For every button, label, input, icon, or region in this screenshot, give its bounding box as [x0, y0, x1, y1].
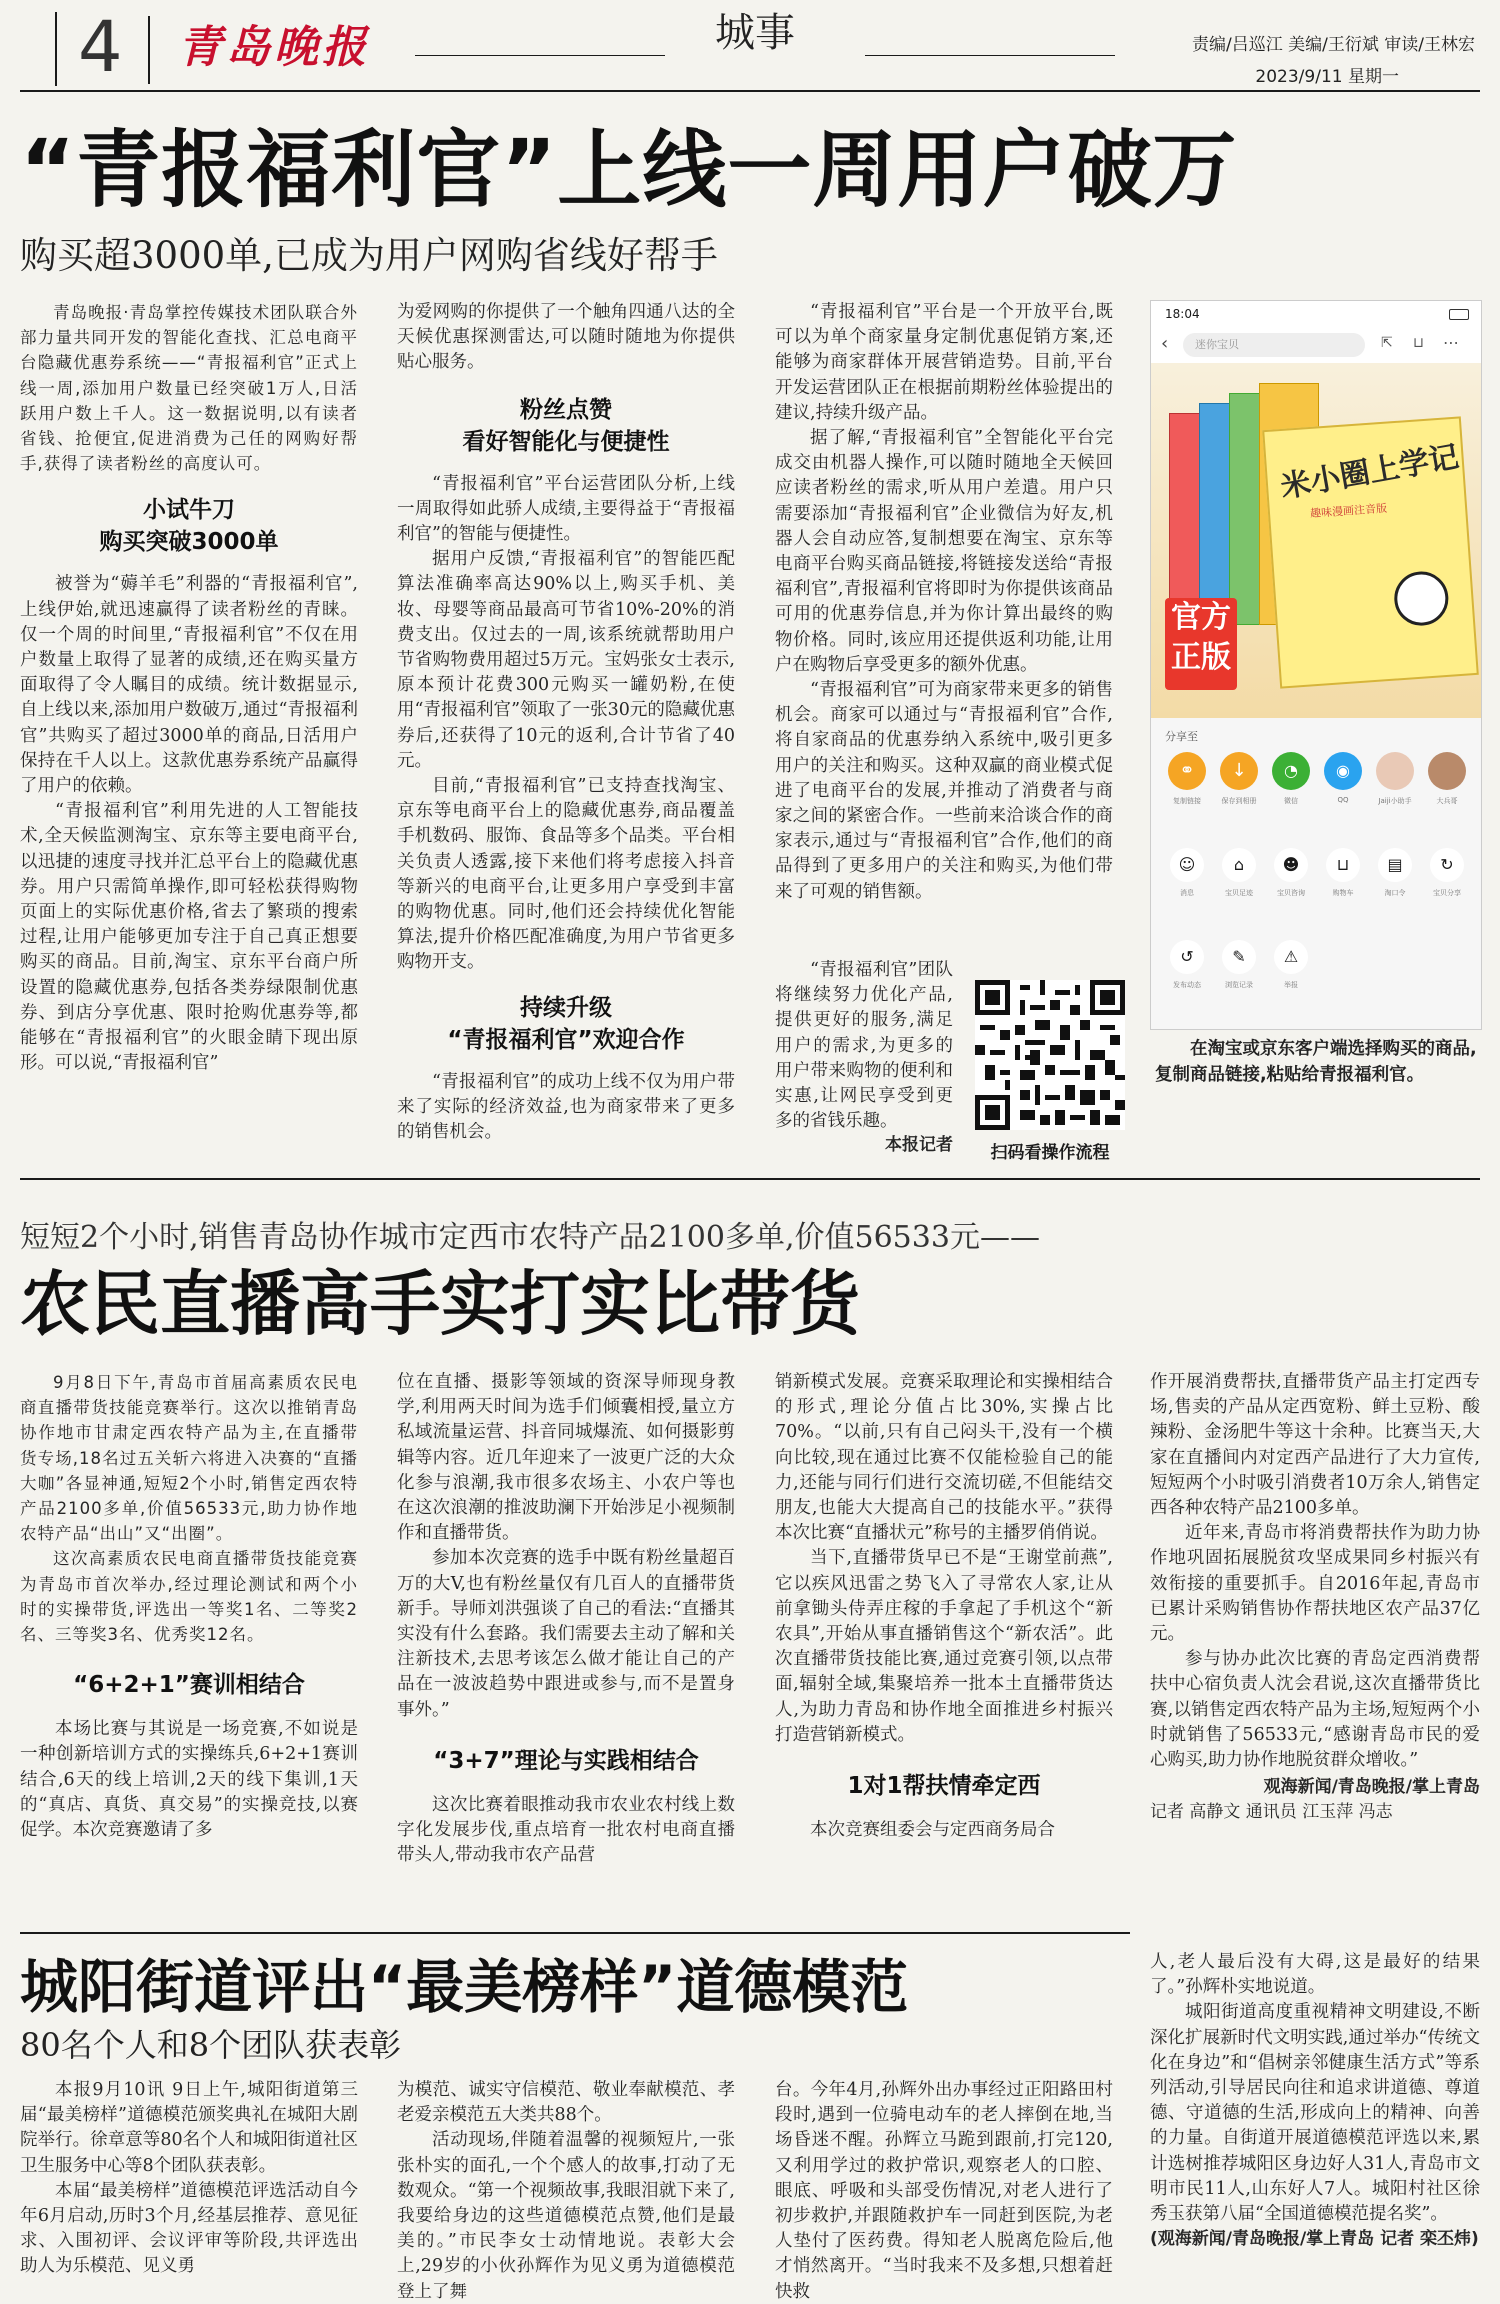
article1-para9: 据了解,“青报福利官”全智能化平台完成交由机器人操作,可以随时随地全天候回应读者粉丝的需求,听从用户差遣。用户只需要添加“青报福利官”企业微信为好友,机器人会自动应答,复制想要在淘宝、京东等电商平台购买商品链接,将链接发送给“青报福利官”,青报福利官将即时为你提供该商品可用的优惠券信息,并为你计算出最终的购物价格。同时,该应用还提供返利功能,让用户在购物后享受更多的额外优惠。	[775, 428, 1113, 675]
share-label: 大兵哥	[1436, 797, 1458, 805]
header-editors: 责编/吕巡江 美编/王衍斌 审读/王林宏	[1192, 35, 1475, 55]
article3-col3	[775, 2078, 1113, 2300]
article1-col1	[20, 300, 358, 1160]
header-rule-right	[865, 55, 1115, 56]
article1-subhead1a: 小试牛刀	[143, 497, 235, 524]
article2-para3: 本场比赛与其说是一场竞赛,不如说是一种创新培训方式的实操练兵,6+2+1赛训结合,6天的线上培训,2天的线下集训,1天的“真店、真货、真交易”的实操竞技,以赛促学。本次竞赛邀请了多	[20, 1719, 358, 1841]
edit-icon: ✎	[1222, 940, 1256, 974]
article2-col3	[775, 1370, 1113, 1910]
share-row-3	[1159, 940, 1479, 1010]
article1-byline: 本报记者	[885, 1134, 953, 1155]
article1-para7: “青报福利官”的成功上线不仅为用户带来了实际的经济效益,也为商家带来了更多的销售机会。	[397, 1071, 735, 1143]
article1-para4: “青报福利官”平台运营团队分析,上线一周取得如此骄人成绩,主要得益于“青报福利官”的智能与便捷性。	[397, 473, 735, 545]
article3-subheadline: 80名个人和8个团队获表彰	[20, 2026, 402, 2064]
share-sheet	[1151, 718, 1481, 1030]
article3-para1-text: 本报9月10讯 9日上午,城阳街道第三届“最美榜样”道德模范颁奖典礼在城阳大剧院举行。徐章意等80名个人和城阳街道社区卫生服务中心等8个团队获表彰。	[20, 2080, 358, 2176]
phone-search-text: 迷你宝贝	[1195, 338, 1239, 351]
header-rule-left	[415, 55, 665, 56]
avatar	[1428, 752, 1466, 790]
action-report[interactable]	[1269, 940, 1313, 990]
phone-search-box[interactable]	[1183, 333, 1365, 357]
document-icon: ▤	[1378, 848, 1412, 882]
article2-col1	[20, 1370, 358, 1910]
phone-time: 18:04	[1165, 307, 1200, 321]
article1-para2: “青报福利官”利用先进的人工智能技术,全天候监测淘宝、京东等主要电商平台,以迅捷的速度寻找并汇总平台上的隐藏优惠券。用户只需简单操作,即可轻松获得购物页面上的实际优惠价格,省去了繁琐的搜索过程,让用户能够更加专注于自己真正想要购买的商品。目前,淘宝、京东平台商户所设置的隐藏优惠券,包括各类券绿限制优惠券、到店分享优惠、限时抢购优惠券等,都能够在“青报福利官”的火眼金睛下现出原形。可以说,“青报福利官”	[20, 801, 358, 1074]
chat-icon: ☺	[1170, 848, 1204, 882]
article1-subhead1b: 购买突破3000单	[99, 529, 279, 556]
article1-para11: “青报福利官”团队将继续努力优化产品,提供更好的服务,满足用户的需求,为更多的用户带来购物的便利和实惠,让网民享受到更多的省钱乐趣。	[775, 960, 953, 1132]
action-share[interactable]	[1425, 848, 1469, 898]
share-copy-link[interactable]	[1165, 752, 1209, 806]
qr-code-graphic	[975, 980, 1125, 1130]
article2-col2	[397, 1370, 735, 1910]
article1-para3: 为爱网购的你提供了一个触角四通八达的全天候优惠探测雷达,可以随时随地为你提供贴心服务。	[397, 302, 735, 373]
action-post[interactable]	[1165, 940, 1209, 990]
article3-para5: 台。今年4月,孙辉外出办事经过正阳路田村段时,遇到一位骑电动车的老人摔倒在地,当场昏迷不醒。孙辉立马跪到跟前,打完120,又利用学过的救护常识,观察老人的口腔、眼底、呼吸和头部受伤情况,对老人进行了初步救护,并跟随救护车一同赶到医院,为老人垫付了医药费。得知老人脱离危险后,他才悄然离开。“当时我来不及多想,只想着赶快救	[775, 2080, 1113, 2300]
article1-lead: 青岛晚报·青岛掌控传媒技术团队联合外部力量共同开发的智能化查找、汇总电商平台隐藏优惠券系统——“青报福利官”正式上线一周,添加用户数量已经突破1万人,日活跃用户数上千人。这一数据说明,以有读者省钱、抢便宜,促进消费为己任的网购好帮手,获得了读者粉丝的高度认可。	[20, 303, 358, 474]
article2-subhead3: 1对1帮扶情牵定西	[847, 1773, 1041, 1800]
action-label: 淘口令	[1384, 889, 1406, 897]
article2-subhead1: “6+2+1”赛训相结合	[73, 1672, 305, 1699]
book-subtitle: 趣味漫画注音版	[1309, 501, 1388, 521]
article1-subheadline: 购买超3000单,已成为用户网购省线好帮手	[20, 234, 718, 277]
article2-para1: 9月8日下午,青岛市首届高素质农民电商直播带货技能竞赛举行。这次以推销青岛协作地市甘肃定西农特产品为主,在直播带货专场,18名过五关斩六将进入决赛的“直播大咖”各显神通,短短2个小时,销售定西农特产品2100多单,价值56533元,助力协作地农特产品“出山”又“出圈”。	[20, 1373, 358, 1544]
article2-col4	[1150, 1370, 1480, 1910]
action-label: 举报	[1284, 981, 1298, 989]
article2-para10: 作开展消费帮扶,直播带货产品主打定西专场,售卖的产品从定西宽粉、鲜土豆粉、酸辣粉、金汤肥牛等这十余种。比赛当天,大家在直播间内对定西产品进行了大力宣传,短短两个小时吸引消费者10万余人,销售定西各种农特产品2100多单。	[1150, 1372, 1480, 1519]
share-label: 复制链接	[1173, 797, 1201, 805]
article2-credit1: 观海新闻/青岛晚报/掌上青岛	[1263, 1777, 1480, 1798]
article3-para2: 本届“最美榜样”道德模范评选活动自今年6月启动,历时3个月,经基层推荐、意见征求、入围初评、会议评审等阶段,共评选出助人为乐模范、见义勇	[20, 2180, 358, 2277]
article3-headline: 城阳街道评出“最美榜样”道德模范	[20, 1953, 909, 2021]
soccer-ball-icon	[1393, 570, 1451, 628]
article2-para8: 当下,直播带货早已不是“王谢堂前燕”,它以疾风迅雷之势飞入了寻常农人家,让从前拿锄头侍弄庄稼的手拿起了手机这个“新农具”,开始从事直播销售这个“新农活”。此次直播带货技能比赛,通过竞赛引领,以点带面,辐射全域,集聚培养一批本土直播带货达人,为助力青岛和协作地全面推进乡村振兴打造营销新模式。	[775, 1548, 1113, 1745]
header-bottom-rule	[20, 90, 1480, 92]
share-sheet-title: 分享至	[1165, 730, 1198, 743]
article2-para9: 本次竞赛组委会与定西商务局合	[810, 1820, 1055, 1841]
share-icon[interactable]: ⇱	[1381, 335, 1393, 351]
article2-para11: 近年来,青岛市将消费帮扶作为助力协作地巩固拓展脱贫攻坚成果同乡村振兴有效衔接的重要抓手。自2016年起,青岛市已累计采购销售协作帮扶地区农产品37亿元。	[1150, 1523, 1480, 1645]
qr-code[interactable]	[975, 980, 1125, 1130]
article1-subhead2a: 粉丝点赞	[520, 396, 612, 423]
article1-subhead3b: “青报福利官”欢迎合作	[447, 1026, 685, 1053]
home-icon: ⌂	[1222, 848, 1256, 882]
link-icon: ⚭	[1168, 752, 1206, 790]
badge-line1: 官方	[1171, 600, 1231, 635]
article1-col3-bottom	[775, 958, 953, 1160]
wechat-icon: ◔	[1272, 752, 1310, 790]
phone-screenshot	[1150, 300, 1482, 1030]
article2-para2: 这次高素质农民电商直播带货技能竞赛为青岛市首次举办,经过理论测试和两个小时的实操带货,评选出一等奖1名、二等奖2名、三等奖3名、优秀奖12名。	[20, 1549, 358, 1645]
article2-para5: 参加本次竞赛的选手中既有粉丝量超百万的大V,也有粉丝量仅有几百人的直播带货新手。导师刘洪强谈了自己的看法:“直播其实没有什么套路。我们需要去主动了解和关注新技术,去思考该怎么做才能让自己的产品在一波波趋势中跟进或参与,而不是置身事外。”	[397, 1548, 735, 1720]
avatar	[1376, 752, 1414, 790]
section-name: 城事	[715, 10, 795, 56]
action-label: 宝贝足迹	[1225, 889, 1253, 897]
back-arrow-icon[interactable]: ‹	[1161, 333, 1169, 354]
cart-icon[interactable]: ⊔	[1413, 335, 1424, 351]
article1-subhead3a: 持续升级	[520, 994, 612, 1021]
smile-icon: ☻	[1274, 848, 1308, 882]
share-contact-2[interactable]	[1425, 752, 1469, 806]
article3-para1	[20, 2078, 358, 2179]
article2-kicker: 短短2个小时,销售青岛协作城市定西市农特产品2100多单,价值56533元——	[20, 1220, 1040, 1255]
official-badge	[1165, 598, 1237, 690]
book-cover	[1262, 416, 1479, 688]
phone-status-bar	[1151, 301, 1481, 329]
header-left-rule	[55, 12, 57, 86]
action-cart[interactable]	[1321, 848, 1365, 898]
article2-para12: 参与协办此次比赛的青岛定西消费帮扶中心宿负责人沈会君说,这次直播带货比赛,以销售定西农特产品为主场,短短两个小时就销售了56533元,“感谢青岛市民的爱心购买,助力协作地脱贫群众增收。”	[1150, 1649, 1480, 1771]
qr-caption: 扫码看操作流程	[990, 1143, 1110, 1163]
article3-col2	[397, 2078, 735, 2300]
phone-search-row	[1151, 329, 1481, 363]
article2-credit2: 记者 高静文 通讯员 江玉萍 冯志	[1150, 1802, 1393, 1823]
article2-subhead2: “3+7”理论与实践相结合	[433, 1747, 699, 1774]
share-contact-1[interactable]	[1373, 752, 1417, 806]
article3-col1	[20, 2078, 358, 2300]
action-footprint[interactable]	[1217, 848, 1261, 898]
article2-para4: 位在直播、摄影等领域的资深导师现身教学,利用两天时间为选手们倾囊相授,量立方私域流量运营、抖音同城爆流、如何摄影剪辑等内容。近几年迎来了一波更广泛的大众化参与浪潮,我市很多农场主、小农户等也在这次浪潮的推波助澜下开始涉足小视频制作和直播带货。	[397, 1372, 735, 1544]
action-label: 发布动态	[1173, 981, 1201, 989]
article1-subhead2b: 看好智能化与便捷性	[462, 428, 670, 455]
share-row-2	[1159, 848, 1479, 918]
article3-para4: 活动现场,伴随着温馨的视频短片,一张张朴实的面孔,一个个感人的故事,打动了无数观众。“第一个视频故事,我眼泪就下来了,我要给身边的这些道德模范点赞,他们是最美的。”市民李女士动情地说。表彰大会上,29岁的小伙孙辉作为见义勇为道德模范登上了舞	[397, 2130, 735, 2300]
article1-para10: “青报福利官”可为商家带来更多的销售机会。商家可以通过与“青报福利官”合作,将自家商品的优惠券纳入系统中,吸引更多用户的关注和购买。这种双赢的商业模式促进了电商平台的发展,并推动了消费者与商家之间的紧密合作。一些前来洽谈合作的商家表示,通过与“青报福利官”合作,他们的商品得到了更多用户的关注和购买,为他们带来了可观的销售额。	[775, 680, 1113, 902]
article1-col3	[775, 300, 1113, 958]
share-label: Jaiji小助手	[1378, 797, 1412, 805]
badge-line2: 正版	[1171, 640, 1231, 675]
article3-para3: 为模范、诚实守信模范、敬业奉献模范、孝老爱亲模范五大类共88个。	[397, 2080, 735, 2126]
qq-icon: ◉	[1324, 752, 1362, 790]
book-title: 米小圈上学记	[1278, 439, 1462, 506]
product-image	[1151, 363, 1481, 718]
battery-icon	[1449, 309, 1469, 320]
article2-para6: 这次比赛着眼推动我市农业农村线上数字化发展步伐,重点培育一批农村电商直播带头人,带动我市农产品营	[397, 1794, 735, 1866]
share-qq[interactable]	[1321, 752, 1365, 804]
download-icon: ↓	[1220, 752, 1258, 790]
article3-para7: 城阳街道高度重视精神文明建设,不断深化扩展新时代文明实践,通过举办“传统文化在身边”和“倡树亲邻健康生活方式”等系列活动,引导居民向往和追求讲道德、尊道德、守道德的生活,形成向上的精神、向善的力量。自街道开展道德模范评选以来,累计选树推荐城阳区身边好人31人,青岛市文明市民11人,山东好人7人。城阳村社区徐秀玉获第八届“全国道德模范提名奖”。	[1150, 2002, 1480, 2225]
article2-para7: 销新模式发展。竞赛采取理论和实操相结合的形式,理论分值占比30%,实操占比70%。“以前,只有自己闷头干,没有一个横向比较,现在通过比赛不仅能检验自己的能力,还能与同行们进行交流切磋,不但能结交朋友,也能大大提高自己的技能水平。”获得本次比赛“直播状元”称号的主播罗俏俏说。	[775, 1372, 1113, 1544]
screenshot-caption: 在淘宝或京东客户端选择购买的商品,复制商品链接,粘贴给青报福利官。	[1155, 1039, 1477, 1085]
share-label: 保存到相册	[1221, 797, 1257, 805]
action-label: 消息	[1180, 889, 1194, 897]
newspaper-logo: 青岛晚报	[178, 22, 370, 73]
refresh-icon: ↺	[1170, 940, 1204, 974]
article3-credit: (观海新闻/青岛晚报/掌上青岛 记者 栾丕炜)	[1150, 2229, 1479, 2250]
share-row-1	[1159, 752, 1479, 822]
article2-bottom-rule	[20, 1932, 1130, 1934]
action-consult[interactable]	[1269, 848, 1313, 898]
action-label: 购物车	[1332, 889, 1354, 897]
article1-col2	[397, 300, 735, 1160]
article1-para5: 据用户反馈,“青报福利官”的智能匹配算法准确率高达90%以上,购买手机、美妆、母婴等商品最高可节省10%-20%的消费支出。仅过去的一周,该系统就帮助用户节省购物费用超过5万元。宝妈张女士表示,原本预计花费300元购买一罐奶粉,在使用“青报福利官”领取了一张30元的隐藏优惠券后,还获得了10元的返利,合计节省了40元。	[397, 549, 735, 771]
article3-para6: 人,老人最后没有大碍,这是最好的结果了。”孙辉朴实地说道。	[1150, 1952, 1480, 1998]
share-wechat[interactable]	[1269, 752, 1313, 806]
cart-icon: ⊔	[1326, 848, 1360, 882]
article2-headline: 农民直播高手实打实比带货	[20, 1263, 860, 1345]
article1-para8: “青报福利官”平台是一个开放平台,既可以为单个商家量身定制优惠促销方案,还能够为商家群体开展营销造势。目前,平台开发运营团队正在根据前期粉丝体验提出的建议,持续升级产品。	[775, 302, 1113, 423]
warning-icon: ⚠	[1274, 940, 1308, 974]
action-label: 宝贝分享	[1433, 889, 1461, 897]
action-label: 宝贝咨询	[1277, 889, 1305, 897]
header-date: 2023/9/11 星期一	[1255, 67, 1399, 87]
action-token[interactable]	[1373, 848, 1417, 898]
article1-bottom-rule	[20, 1178, 1480, 1180]
article1-para1: 被誉为“薅羊毛”利器的“青报福利官”,上线伊始,就迅速赢得了读者粉丝的青睐。仅一个周的时间里,“青报福利官”不仅在用户数量上取得了显著的成绩,还在购买量方面取得了令人瞩目的成绩。统计数据显示,自上线以来,添加用户数破万,通过“青报福利官”共购买了超过3000单的商品,日活用户保持在千人以上。这款优惠券系统产品赢得了用户的依赖。	[20, 574, 358, 797]
action-label: 浏览记录	[1225, 981, 1253, 989]
share-label: QQ	[1337, 796, 1349, 804]
action-message[interactable]	[1165, 848, 1209, 898]
article3-col4	[1150, 1950, 1480, 2300]
article1-para6: 目前,“青报福利官”已支持查找淘宝、京东等电商平台上的隐藏优惠券,商品覆盖手机数码、服饰、食品等多个品类。平台相关负责人透露,接下来他们将考虑接入抖音等新兴的电商平台,让更多用户享受到丰富的购物优惠。同时,他们还会持续优化智能算法,提升价格匹配准确度,为用户节省更多购物开支。	[397, 776, 735, 973]
share-save-album[interactable]	[1217, 752, 1261, 806]
share-icon: ↻	[1430, 848, 1464, 882]
header-mid-rule	[148, 16, 150, 84]
article1-headline: “青报福利官”上线一周用户破万	[20, 121, 1238, 219]
action-history[interactable]	[1217, 940, 1261, 990]
more-icon[interactable]: ⋯	[1443, 333, 1459, 352]
share-label: 微信	[1284, 797, 1298, 805]
page-number: 4	[78, 6, 123, 88]
